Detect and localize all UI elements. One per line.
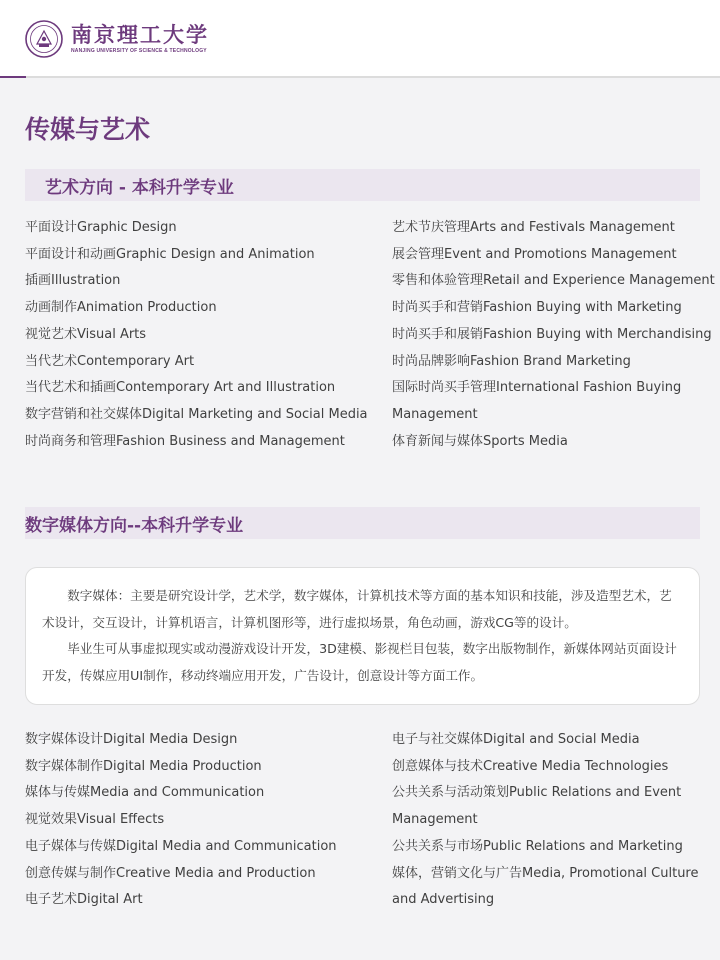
list-item: Management — [392, 812, 478, 828]
art-majors-right-list — [392, 215, 715, 455]
list-item: 数字媒体制作Digital Media Production — [25, 758, 262, 774]
list-item: 展会管理Event and Promotions Management — [392, 246, 677, 262]
list-item: 数字营销和社交媒体Digital Marketing and Social Media — [25, 406, 368, 422]
page-title: 传媒与艺术 — [25, 115, 151, 144]
list-item: 视觉效果Visual Effects — [25, 812, 165, 828]
list-item: 动画制作Animation Production — [25, 300, 217, 316]
list-item: Management — [392, 406, 478, 422]
description-paragraph: 毕业生可从事虚拟现实或动漫游戏设计开发，3D建模、影视栏目包装，数字出版物制作，新媒体网站页面设计开发，传媒应用UI制作，移动终端应用开发，广告设计，创意设计等方面工作。 — [42, 641, 677, 683]
header-divider — [0, 76, 720, 78]
list-item: 创意传媒与制作Creative Media and Production — [25, 865, 316, 881]
list-item: 数字媒体设计Digital Media Design — [25, 732, 238, 747]
list-item: 时尚买手和展销Fashion Buying with Merchandising — [392, 326, 712, 342]
list-item: 零售和体验管理Retail and Experience Management — [392, 273, 715, 289]
list-item: 时尚买手和营销Fashion Buying with Marketing — [392, 300, 682, 316]
list-item: 视觉艺术Visual Arts — [25, 326, 147, 342]
logo-english-name: NANJING UNIVERSITY OF SCIENCE & TECHNOLOGY — [71, 48, 207, 54]
list-item: 艺术节庆管理Arts and Festivals Management — [392, 220, 675, 235]
list-item: 电子媒体与传媒Digital Media and Communication — [25, 838, 337, 854]
university-seal-icon — [25, 20, 63, 58]
list-item: 时尚商务和管理Fashion Business and Management — [25, 433, 345, 449]
list-item: 平面设计Graphic Design — [25, 220, 177, 235]
digital-media-majors-right-list — [392, 727, 702, 914]
section-heading-art: 艺术方向 - 本科升学专业 — [25, 169, 700, 201]
page-header — [0, 0, 720, 77]
list-item: 公共关系与活动策划Public Relations and Event — [392, 785, 682, 801]
university-logo — [25, 20, 209, 58]
digital-media-description-box — [25, 567, 700, 705]
list-item: and Advertising — [392, 892, 495, 908]
art-majors-left-list — [25, 215, 375, 455]
digital-media-majors-left-list — [25, 727, 375, 914]
list-item: 电子艺术Digital Art — [25, 892, 143, 908]
section-heading-digital-media: 数字媒体方向--本科升学专业 — [25, 507, 700, 539]
list-item: 公共关系与市场Public Relations and Marketing — [392, 838, 683, 854]
header-divider-accent — [0, 76, 26, 78]
logo-chinese-name: 南京理工大学 — [71, 22, 209, 47]
list-item: 体育新闻与媒体Sports Media — [392, 433, 568, 449]
description-paragraph: 数字媒体：主要是研究设计学，艺术学，数字媒体，计算机技术等方面的基本知识和技能，涉及造型艺术，艺术设计，交互设计，计算机语言，计算机图形等，进行虚拟场景，角色动画，游戏CG等的设计。 — [42, 588, 672, 630]
logo-text — [71, 23, 209, 55]
list-item: 插画Illustration — [25, 273, 121, 289]
list-item: 电子与社交媒体Digital and Social Media — [392, 732, 640, 747]
list-item: 平面设计和动画Graphic Design and Animation — [25, 246, 315, 262]
list-item: 当代艺术和插画Contemporary Art and Illustration — [25, 380, 336, 396]
list-item: 时尚品牌影响Fashion Brand Marketing — [392, 353, 631, 369]
list-item: 媒体，营销文化与广告Media, Promotional Culture — [392, 865, 699, 881]
list-item: 媒体与传媒Media and Communication — [25, 785, 265, 801]
list-item: 当代艺术Contemporary Art — [25, 353, 195, 369]
list-item: 创意媒体与技术Creative Media Technologies — [392, 758, 669, 774]
list-item: 国际时尚买手管理International Fashion Buying — [392, 380, 682, 396]
